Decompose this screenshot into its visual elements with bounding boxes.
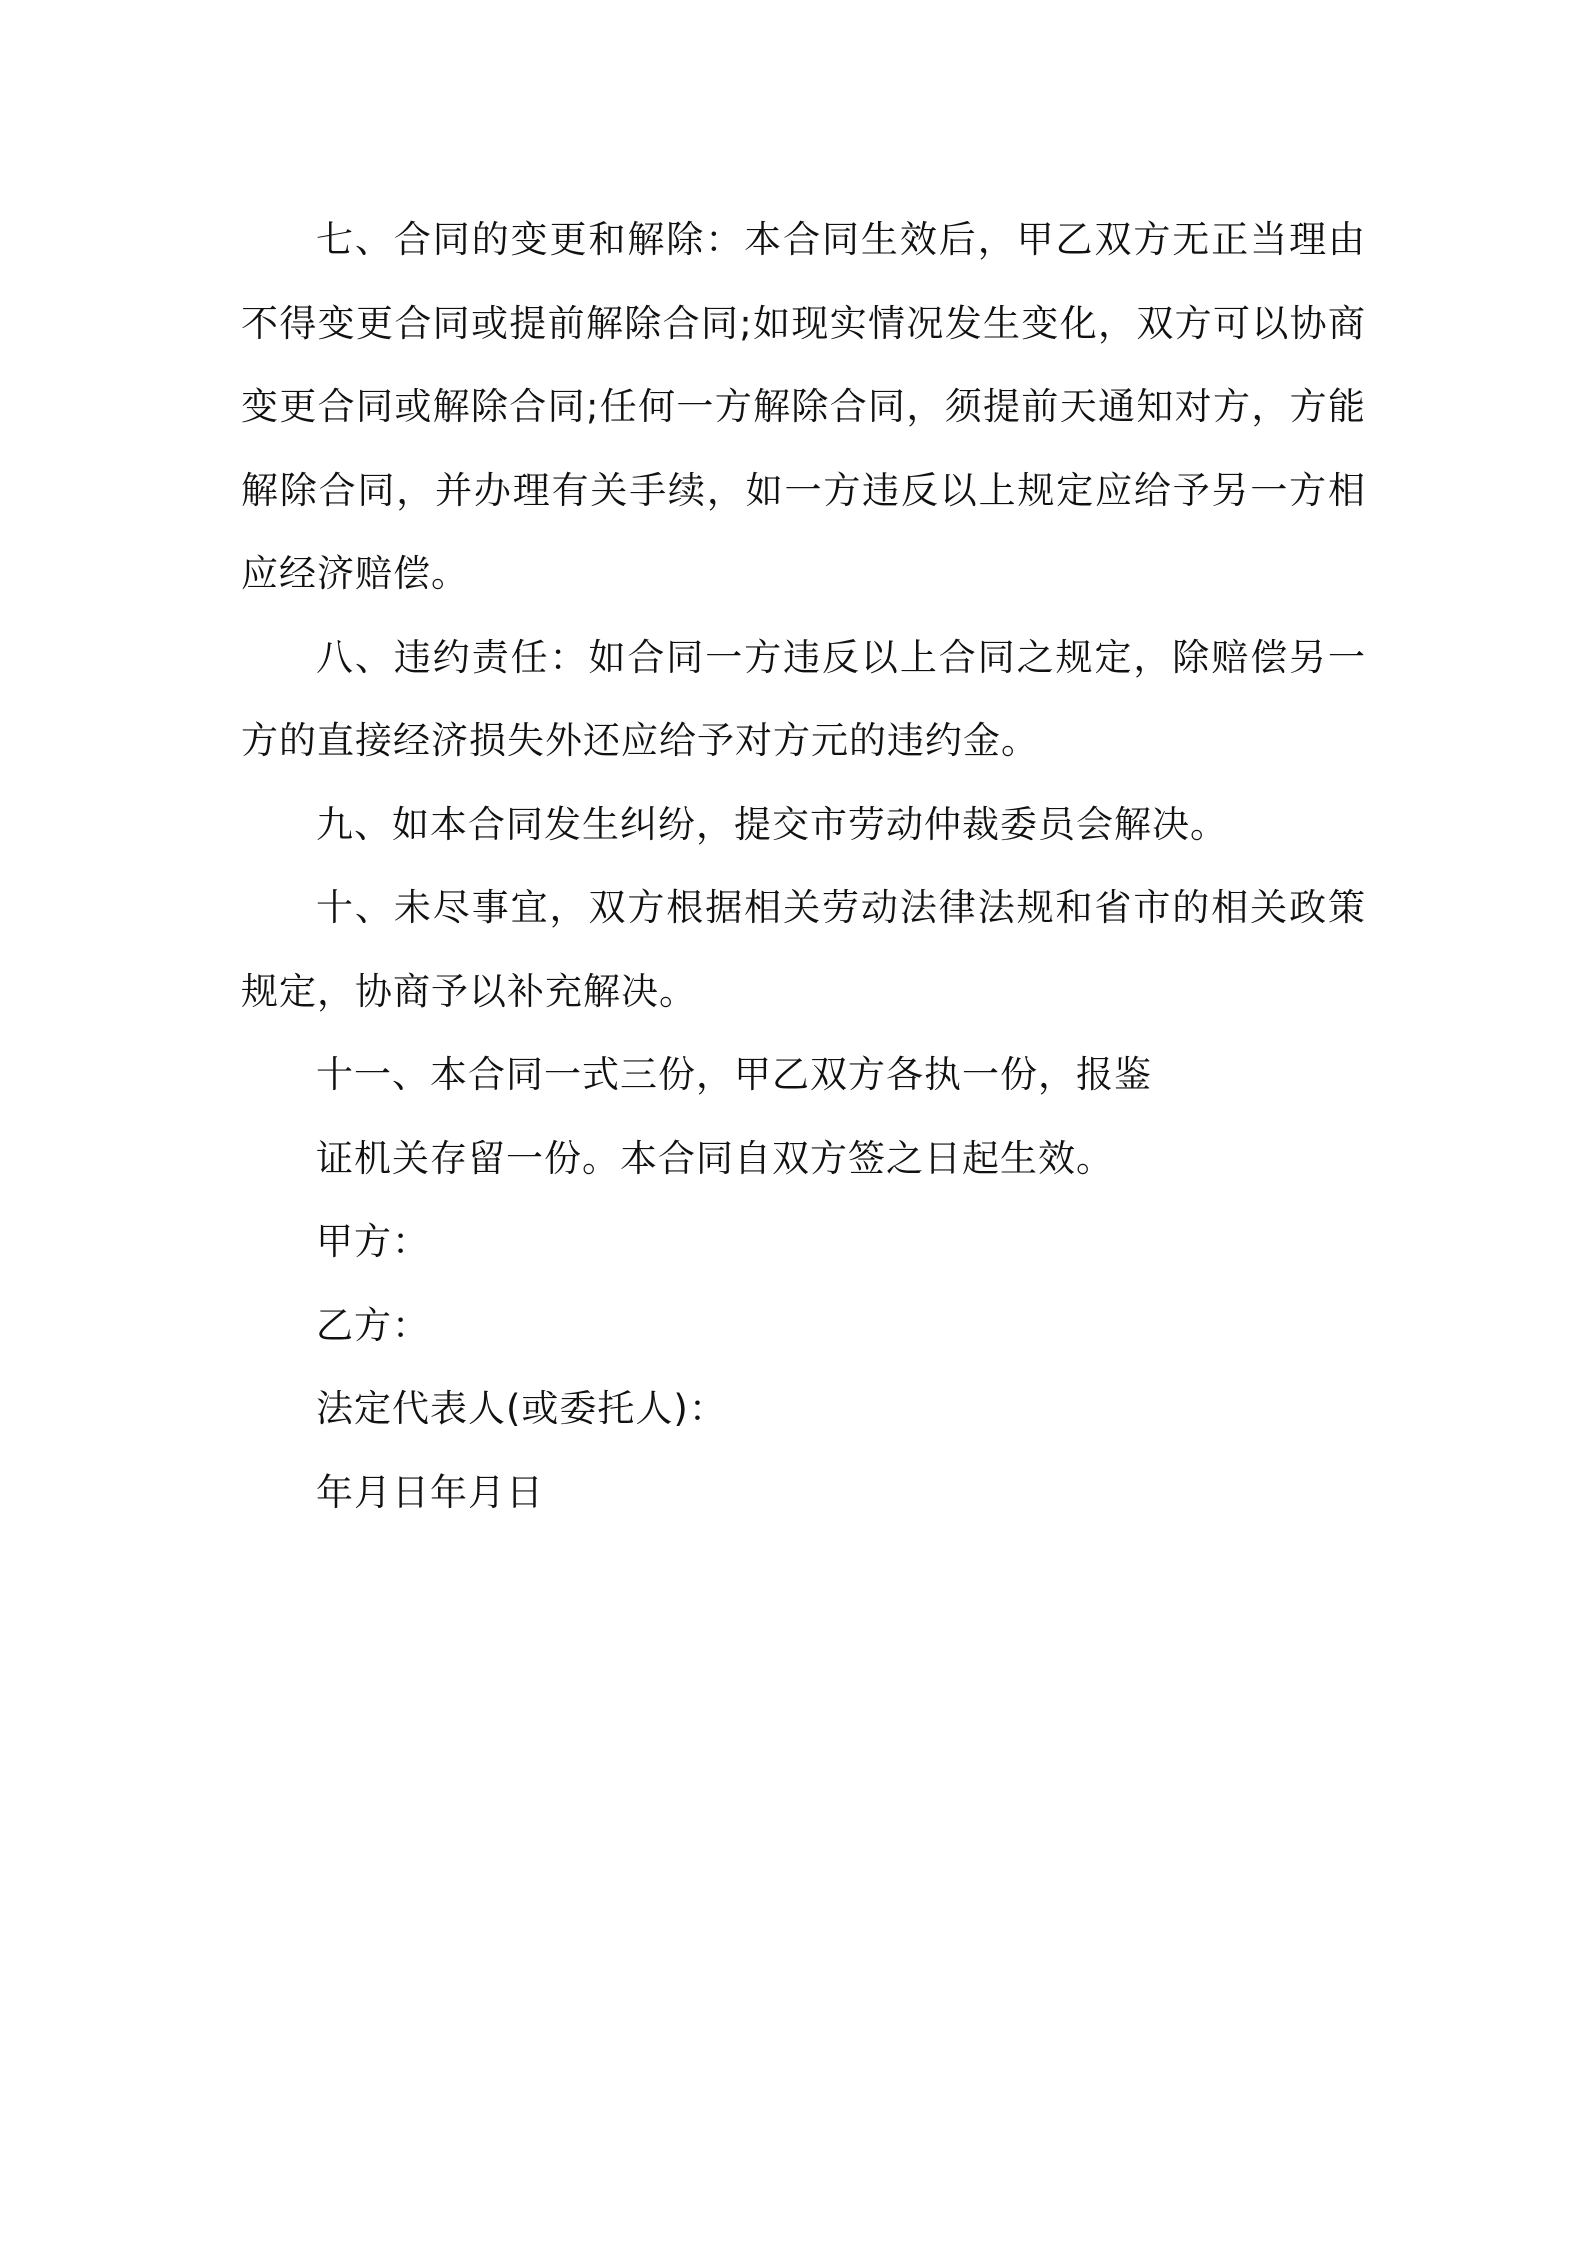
- clause-11-copies-line-2: 证机关存留一份。本合同自双方签之日起生效。: [316, 1136, 1114, 1180]
- clause-8-breach-liability: 八、违约责任：如合同一方违反以上合同之规定，除赔偿另一方的直接经济损失外还应给予对方元的违约金。: [241, 635, 1366, 762]
- clause-9-dispute-resolution: 九、如本合同发生纠纷，提交市劳动仲裁委员会解决。: [316, 802, 1228, 846]
- clause-7-modification-termination: 七、合同的变更和解除：本合同生效后，甲乙双方无正当理由不得变更合同或提前解除合同;如现实情况发生变化，双方可以协商变更合同或解除合同;任何一方解除合同，须提前天通知对方，方能解除合同，并办理有关手续，如一方违反以上规定应给予另一方相应经济赔偿。: [241, 218, 1366, 595]
- party-b-signature-label: 乙方：: [316, 1303, 430, 1347]
- legal-representative-label: 法定代表人(或委托人)：: [316, 1387, 727, 1430]
- clause-11-copies-line-1: 十一、本合同一式三份，甲乙双方各执一份，报鉴: [316, 1053, 1152, 1096]
- signing-date-line: 年月日年月日: [316, 1470, 544, 1514]
- clause-10-unsettled-matters: 十、未尽事宜，双方根据相关劳动法律法规和省市的相关政策规定，协商予以补充解决。: [241, 886, 1366, 1013]
- document-body: [241, 198, 1366, 1534]
- party-a-signature-label: 甲方：: [316, 1220, 430, 1263]
